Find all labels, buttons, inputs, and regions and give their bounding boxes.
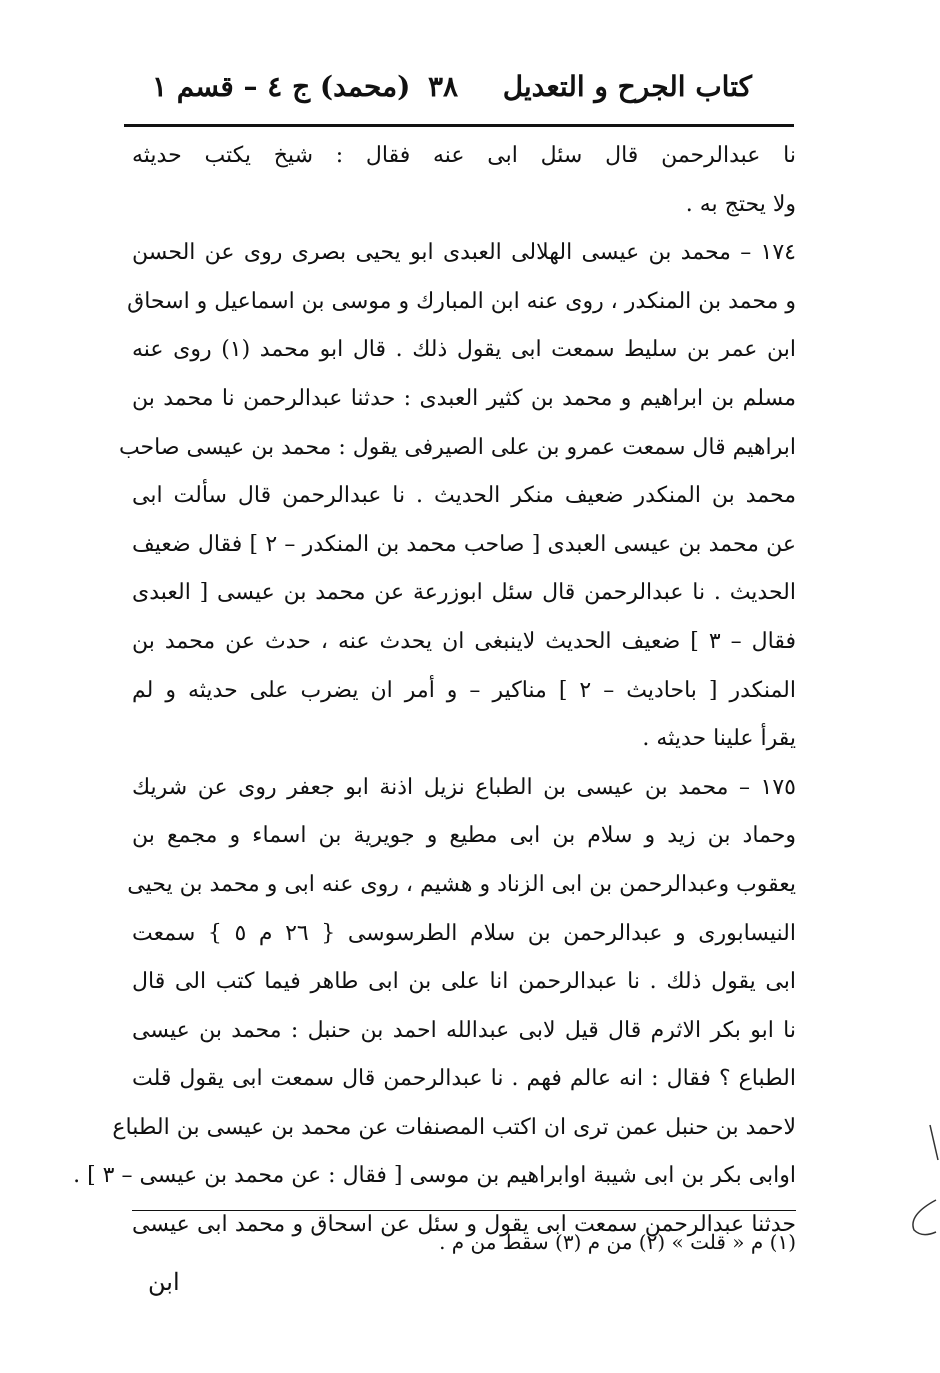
page-header: [128, 62, 792, 120]
body-text: [73, 132, 797, 1250]
catchword: ابن: [148, 1268, 180, 1296]
text-line: ابى يقول ذلك . نا عبدالرحمن انا على بن ابى طاهر فيما كتب الى قال: [132, 969, 796, 995]
text-line: نا عبدالرحمن قال سئل ابى عنه فقال : شيخ يكتب حديثه: [132, 143, 796, 168]
text-line: حدثنا عبدالرحمن سمعت ابى يقول و سئل عن اسحاق و محمد ابى عيسى: [132, 1212, 796, 1238]
text-line: مسلم بن ابراهيم و محمد بن كثير العبدى : حدثنا عبدالرحمن نا محمد بن: [132, 385, 796, 411]
text-line: نا ابو بكر الاثرم قال قيل لابى عبدالله احمد بن حنبل : محمد بن عيسى: [132, 1017, 796, 1043]
text-line: اوابى بكر بن ابى شيبة اوابراهيم بن موسى [ فقال : عن محمد بن عيسى – ٣ ] .: [73, 1163, 796, 1189]
text-line: عن محمد بن عيسى العبدى [ صاحب محمد بن المنكدر – ٢ ] فقال ضعيف: [132, 531, 796, 557]
text-line: ١٧٤ – محمد بن عيسى الهلالى العبدى ابو يحيى بصرى روى عن الحسن: [132, 240, 796, 266]
text-line: ولا يحتج به .: [685, 191, 796, 217]
footnote: (١) م « قلت » (٢) من م (٣) سقط من م .: [439, 1230, 796, 1254]
text-line: يقرأ علينا حديثه .: [642, 726, 796, 752]
margin-scratch-mark: [900, 1120, 940, 1240]
text-line: المنكدر [ باحاديث – ٢ ] مناكير – و أمر ان يضرب على حديثه و لم: [132, 677, 796, 703]
text-line: ١٧٥ – محمد بن عيسى بن الطباع نزيل اذنة ابو جعفر روى عن شريك: [132, 774, 796, 800]
text-line: و محمد بن المنكدر ، روى عنه ابن المبارك و موسى بن اسماعيل و اسحاق: [127, 288, 796, 314]
volume-info: (محمد) ج ٤ – قسم ١: [152, 70, 411, 103]
text-line: فقال – ٣ ] ضعيف الحديث لاينبغى ان يحدث عنه ، حدث عن محمد بن: [132, 628, 797, 654]
text-line: يعقوب وعبدالرحمن بن ابى الزناد و هشيم ، روى عنه ابى و محمد بن يحيى: [127, 871, 796, 897]
text-line: محمد بن المنكدر ضعيف منكر الحديث . نا عبدالرحمن قال سألت ابى: [132, 483, 796, 509]
text-line: ابراهيم قال سمعت عمرو بن على الصيرفى يقول : محمد بن عيسى صاحب: [118, 434, 796, 460]
page-number: ٣٨: [428, 70, 459, 103]
text-line: النيسابورى و عبدالرحمن بن سلام الطرسوسى { ٢٦ م ٥ } سمعت: [132, 920, 796, 946]
text-line: وحماد بن زيد و سلام بن ابى مطيع و جويرية بن اسماء و مجمع بن: [132, 823, 796, 849]
text-line: لاحمد بن حنبل عمن ترى ان اكتب المصنفات عن محمد بن عيسى بن الطباع: [112, 1114, 796, 1140]
header-rule: [124, 124, 794, 127]
text-line: ابن عمر بن سليط سمعت ابى يقول ذلك . قال ابو محمد (١) روى عنه: [132, 337, 796, 363]
footnote-rule: [132, 1210, 796, 1211]
book-title: كتاب الجرح و التعديل: [502, 70, 752, 103]
text-line: الحديث . نا عبدالرحمن قال سئل ابوزرعة عن محمد بن عيسى [ العبدى: [132, 580, 796, 606]
text-line: الطباع ؟ فقال : انه عالم فهم . نا عبدالرحمن قال سمعت ابى يقول قلت: [132, 1066, 796, 1092]
